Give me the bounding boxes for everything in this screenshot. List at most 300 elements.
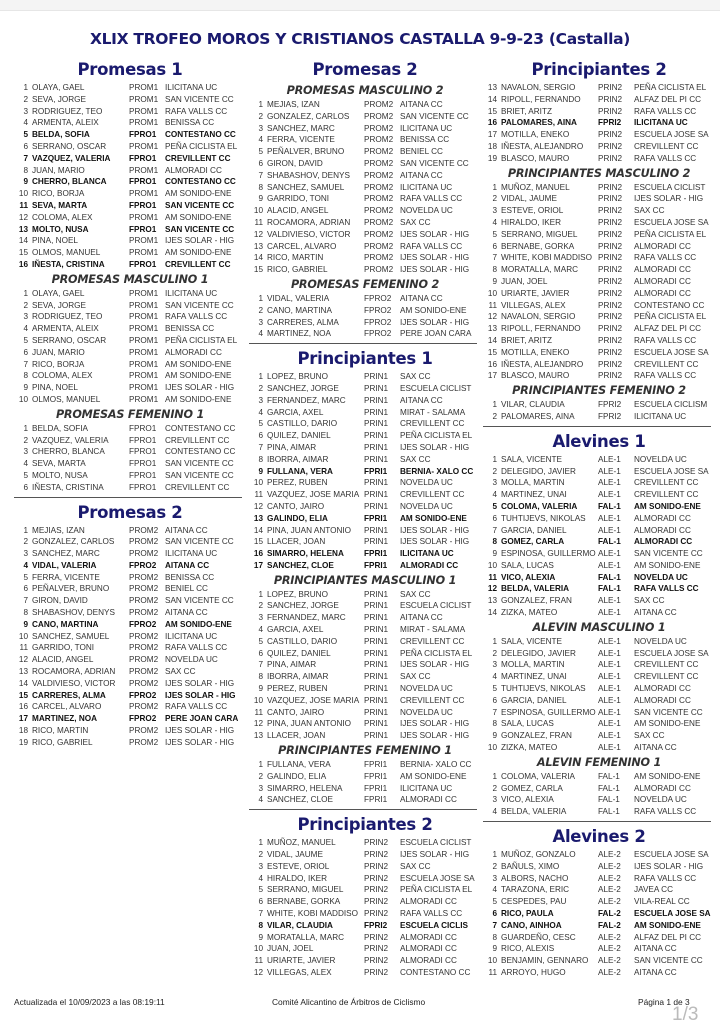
club-name: IJES SOLAR - HIG bbox=[634, 194, 704, 204]
position: 2 bbox=[23, 94, 28, 104]
rider-name: SANCHEZ, MARC bbox=[32, 549, 100, 559]
rider-name: MARTINEZ, UNAI bbox=[501, 490, 567, 500]
rider-name: SALA, VICENTE bbox=[501, 636, 562, 646]
result-row bbox=[249, 896, 481, 908]
club-name: IJES SOLAR - HIG bbox=[634, 861, 704, 871]
category-code: PRIN2 bbox=[364, 956, 389, 966]
category-code: PROM2 bbox=[129, 667, 159, 677]
club-name: AM SONIDO-ENE bbox=[634, 560, 701, 570]
rider-name: BRIET, ARITZ bbox=[501, 106, 552, 116]
result-row bbox=[249, 771, 481, 783]
club-name: RAFA VALLS CC bbox=[165, 643, 228, 653]
rider-name: GARCIA, DANIEL bbox=[501, 525, 567, 535]
rider-name: ESTEVE, ORIOL bbox=[267, 861, 330, 871]
club-name: CREVILLENT CC bbox=[634, 672, 699, 682]
position: 1 bbox=[258, 589, 263, 599]
rider-name: LOPEZ, BRUNO bbox=[267, 589, 328, 599]
club-name: AM SONIDO-ENE bbox=[165, 189, 232, 199]
position: 3 bbox=[258, 613, 263, 623]
club-name: CREVILLENT CC bbox=[634, 141, 699, 151]
rider-name: ESPINOSA, GUILLERMO bbox=[501, 707, 596, 717]
club-name: IJES SOLAR - HIG bbox=[400, 442, 470, 452]
result-row bbox=[14, 335, 246, 347]
category-code: FAL-1 bbox=[598, 807, 620, 817]
result-row bbox=[14, 548, 246, 560]
club-name: IJES SOLAR - HIG bbox=[400, 525, 470, 535]
rider-name: BELDA, SOFIA bbox=[32, 423, 88, 433]
position: 10 bbox=[487, 560, 497, 570]
category-code: PROM2 bbox=[364, 206, 394, 216]
rider-name: VILLEGAS, ALEX bbox=[501, 300, 566, 310]
result-row bbox=[483, 347, 715, 359]
result-row bbox=[483, 607, 715, 619]
club-name: ESCUELA JOSE SA bbox=[634, 130, 709, 140]
position: 4 bbox=[23, 118, 28, 128]
result-row bbox=[249, 501, 481, 513]
position: 3 bbox=[258, 317, 263, 327]
rider-name: DELEGIDO, JAVIER bbox=[501, 648, 576, 658]
result-row bbox=[14, 458, 246, 470]
category-code: PROM2 bbox=[364, 100, 394, 109]
rider-name: JUAN, JOEL bbox=[267, 944, 314, 954]
position: 8 bbox=[23, 608, 28, 618]
rider-name: RODRIGUEZ, TEO bbox=[32, 312, 103, 322]
club-name: ESCUELA CICLIST bbox=[634, 182, 706, 192]
rider-name: IBORRA, AIMAR bbox=[267, 672, 329, 682]
position: 10 bbox=[253, 478, 263, 488]
club-name: NOVELDA UC bbox=[400, 478, 453, 488]
position: 8 bbox=[258, 182, 263, 192]
position: 4 bbox=[258, 135, 263, 145]
category-code: FPRO2 bbox=[129, 560, 157, 570]
rider-name: VAZQUEZ, VALERIA bbox=[32, 435, 109, 445]
category-code: ALE-2 bbox=[598, 873, 621, 883]
category-code: PRIN1 bbox=[364, 695, 389, 705]
position: 6 bbox=[23, 482, 28, 492]
club-name: ESCUELA JOSE SA bbox=[634, 909, 711, 919]
results-list bbox=[14, 423, 246, 494]
rider-name: SERRANO, OSCAR bbox=[32, 335, 107, 345]
position: 9 bbox=[23, 619, 28, 629]
position: 15 bbox=[253, 265, 263, 275]
category-code: PRIN1 bbox=[364, 372, 389, 382]
position: 9 bbox=[23, 177, 28, 187]
club-name: ALMORADI CC bbox=[634, 265, 691, 275]
result-row bbox=[483, 513, 715, 525]
result-row bbox=[249, 158, 481, 170]
category-code: PRIN1 bbox=[364, 419, 389, 429]
result-row bbox=[14, 482, 246, 494]
results-list bbox=[483, 182, 715, 383]
rider-name: MORATALLA, MARC bbox=[267, 932, 345, 942]
category-code: FPRO2 bbox=[129, 690, 157, 700]
category-code: PRIN1 bbox=[364, 525, 389, 535]
category-code: PRIN2 bbox=[364, 968, 389, 977]
rider-name: BENJAMIN, GENNARO bbox=[501, 956, 589, 966]
position: 16 bbox=[253, 549, 263, 559]
club-name: SAN VICENTE CC bbox=[165, 459, 234, 469]
result-row bbox=[249, 430, 481, 442]
rider-name: OLMOS, MANUEL bbox=[32, 394, 101, 404]
result-row bbox=[249, 383, 481, 395]
category-code: PRIN1 bbox=[364, 719, 389, 729]
club-name: AITANA CC bbox=[400, 100, 443, 109]
position: 14 bbox=[253, 525, 263, 535]
position: 1 bbox=[23, 288, 28, 298]
position: 4 bbox=[492, 885, 497, 895]
position: 11 bbox=[19, 643, 28, 653]
club-name: PEÑA CICLISTA EL bbox=[634, 312, 707, 322]
club-name: SAX CC bbox=[400, 372, 431, 382]
result-row bbox=[483, 920, 715, 932]
club-name: SAX CC bbox=[634, 206, 665, 216]
rider-name: SEVA, JORGE bbox=[32, 300, 86, 310]
club-name: AITANA CC bbox=[400, 613, 443, 623]
result-row bbox=[483, 583, 715, 595]
club-name: CREVILLENT CC bbox=[634, 660, 699, 670]
category-code: FPRO1 bbox=[129, 470, 157, 480]
result-row bbox=[483, 205, 715, 217]
club-name: IJES SOLAR - HIG bbox=[400, 253, 470, 263]
rider-name: FULLANA, VERA bbox=[267, 466, 333, 476]
category-code: ALE-1 bbox=[598, 596, 621, 606]
rider-name: BAÑULS, XIMO bbox=[501, 861, 560, 871]
position: 12 bbox=[18, 655, 28, 665]
category-code: FPRO1 bbox=[129, 482, 157, 492]
club-name: SAX CC bbox=[400, 861, 431, 871]
position: 6 bbox=[258, 897, 263, 907]
position: 1 bbox=[258, 760, 263, 770]
position: 15 bbox=[253, 537, 263, 547]
result-row bbox=[483, 477, 715, 489]
rider-name: OLMOS, MANUEL bbox=[32, 248, 101, 258]
club-name: SAN VICENTE CC bbox=[634, 549, 703, 559]
rider-name: VALDIVIESO, VICTOR bbox=[32, 678, 116, 688]
club-name: SAX CC bbox=[400, 454, 431, 464]
result-row bbox=[249, 600, 481, 612]
result-row bbox=[483, 241, 715, 253]
results-list bbox=[249, 837, 481, 979]
result-row bbox=[483, 106, 715, 118]
position: 19 bbox=[487, 153, 497, 163]
rider-name: IÑESTA, ALEJANDRO bbox=[501, 141, 584, 151]
result-row bbox=[14, 666, 246, 678]
rider-name: RICO, BORJA bbox=[32, 189, 85, 199]
rider-name: COLOMA, ALEX bbox=[32, 212, 93, 222]
rider-name: GIRON, DAVID bbox=[267, 158, 323, 168]
position: 14 bbox=[253, 253, 263, 263]
position: 2 bbox=[258, 383, 263, 393]
rider-name: GONZALEZ, FRAN bbox=[501, 596, 572, 606]
category-code: ALE-1 bbox=[598, 525, 621, 535]
position: 11 bbox=[19, 200, 28, 210]
result-row bbox=[14, 713, 246, 725]
category-code: PROM1 bbox=[129, 83, 159, 92]
club-name: ALMORADI CC bbox=[400, 560, 459, 570]
rider-name: VIDAL, VALERIA bbox=[32, 560, 97, 570]
category-code: ALE-1 bbox=[598, 513, 621, 523]
position: 9 bbox=[258, 466, 263, 476]
rider-name: PINA, AIMAR bbox=[267, 442, 317, 452]
category-code: PRIN2 bbox=[598, 253, 623, 263]
category-code: PROM2 bbox=[129, 702, 159, 712]
rider-name: RICO, MARTIN bbox=[32, 726, 89, 736]
category-code: ALE-1 bbox=[598, 684, 621, 694]
club-name: CREVILLENT CC bbox=[400, 419, 465, 429]
rider-name: FERRA, VICENTE bbox=[32, 572, 100, 582]
rider-name: ESPINOSA, GUILLERMO bbox=[501, 549, 596, 559]
rider-name: SHABASHOV, DENYS bbox=[267, 170, 350, 180]
category-code: PRIN1 bbox=[364, 684, 389, 694]
category-code: FPRO2 bbox=[129, 619, 157, 629]
club-name: RAFA VALLS CC bbox=[165, 106, 228, 116]
category-code: PROM2 bbox=[129, 608, 159, 618]
club-name: PERE JOAN CARA bbox=[400, 329, 472, 339]
position: 4 bbox=[258, 329, 263, 339]
club-name: ALMORADI CC bbox=[634, 695, 691, 705]
club-name: CREVILLENT CC bbox=[400, 490, 465, 500]
position: 5 bbox=[492, 501, 497, 511]
club-name: CONTESTANO CC bbox=[165, 423, 236, 433]
rider-name: SALA, LUCAS bbox=[501, 719, 554, 729]
result-row bbox=[483, 955, 715, 967]
rider-name: SALA, LUCAS bbox=[501, 560, 554, 570]
result-row bbox=[483, 117, 715, 129]
result-row bbox=[483, 82, 715, 94]
position: 11 bbox=[254, 956, 263, 966]
result-row bbox=[483, 288, 715, 300]
rider-name: RICO, PAULA bbox=[501, 909, 554, 919]
rider-name: VILAR, CLAUDIA bbox=[267, 920, 333, 930]
result-row bbox=[483, 193, 715, 205]
result-row bbox=[249, 317, 481, 329]
result-row bbox=[14, 423, 246, 435]
result-row bbox=[483, 636, 715, 648]
rider-name: BELDA, VALERIA bbox=[501, 584, 570, 594]
rider-name: BELDA, SOFIA bbox=[32, 130, 90, 140]
club-name: ILICITANA UC bbox=[400, 783, 453, 793]
category-code: FAL-1 bbox=[598, 501, 621, 511]
position: 6 bbox=[23, 141, 28, 151]
result-row bbox=[483, 718, 715, 730]
category-code: FPRI1 bbox=[364, 760, 388, 770]
rider-name: VAZQUEZ, JOSE MARIA bbox=[267, 695, 360, 705]
result-row bbox=[483, 671, 715, 683]
position: 7 bbox=[258, 170, 263, 180]
result-row bbox=[249, 395, 481, 407]
position: 10 bbox=[253, 695, 263, 705]
result-row bbox=[249, 466, 481, 478]
position: 12 bbox=[253, 229, 263, 239]
result-row bbox=[249, 671, 481, 683]
club-name: ALFAZ DEL PI CC bbox=[634, 324, 702, 334]
rider-name: MOTILLA, ENEKO bbox=[501, 130, 570, 140]
club-name: SAN VICENTE CC bbox=[165, 596, 234, 606]
club-name: AM SONIDO-ENE bbox=[165, 359, 232, 369]
rider-name: MARTINEZ, NOA bbox=[32, 714, 98, 724]
category-code: PROM1 bbox=[129, 383, 159, 393]
position: 6 bbox=[23, 347, 28, 357]
rider-name: VAZQUEZ, JOSE MARIA bbox=[267, 490, 360, 500]
position: 3 bbox=[23, 447, 28, 457]
club-name: AITANA CC bbox=[634, 743, 677, 753]
rider-name: VILLEGAS, ALEX bbox=[267, 968, 332, 977]
results-list bbox=[14, 288, 246, 406]
result-row bbox=[483, 849, 715, 861]
category-code: PRIN2 bbox=[598, 94, 623, 104]
category-code: PROM2 bbox=[364, 135, 394, 145]
result-row bbox=[483, 323, 715, 335]
result-row bbox=[249, 328, 481, 340]
category-code: PRIN1 bbox=[364, 490, 389, 500]
position: 11 bbox=[488, 968, 497, 977]
club-name: BENISSA CC bbox=[165, 572, 215, 582]
category-code: FPRO1 bbox=[129, 200, 157, 210]
position: 5 bbox=[23, 470, 28, 480]
category-code: PROM2 bbox=[364, 170, 394, 180]
rider-name: MARTINEZ, UNAI bbox=[501, 672, 567, 682]
result-row bbox=[249, 305, 481, 317]
category-code: FPRI1 bbox=[364, 549, 388, 559]
result-row bbox=[483, 771, 715, 783]
rider-name: BERNABE, GORKA bbox=[267, 897, 341, 907]
result-row bbox=[483, 572, 715, 584]
result-row bbox=[14, 725, 246, 737]
position: 8 bbox=[492, 265, 497, 275]
category-code: ALE-1 bbox=[598, 549, 621, 559]
category-heading: Alevines 2 bbox=[552, 827, 646, 847]
result-row bbox=[483, 967, 715, 979]
category-code: PRIN2 bbox=[598, 241, 623, 251]
category-code: PROM1 bbox=[129, 165, 159, 175]
category-code: PROM1 bbox=[129, 335, 159, 345]
position: 5 bbox=[258, 419, 263, 429]
category-code: PRIN1 bbox=[364, 613, 389, 623]
position: 13 bbox=[487, 596, 497, 606]
rider-name: CANTO, JAIRO bbox=[267, 707, 325, 717]
category-code: PROM1 bbox=[129, 288, 159, 298]
category-code: ALE-2 bbox=[598, 932, 621, 942]
category-code: PROM2 bbox=[129, 643, 159, 653]
position: 1 bbox=[492, 771, 497, 781]
result-row bbox=[14, 470, 246, 482]
club-name: RAFA VALLS CC bbox=[400, 909, 463, 919]
result-row bbox=[483, 501, 715, 513]
result-row bbox=[483, 229, 715, 241]
position: 9 bbox=[258, 932, 263, 942]
position: 3 bbox=[492, 795, 497, 805]
result-row bbox=[483, 742, 715, 754]
club-name: VILA-REAL CC bbox=[634, 897, 690, 907]
result-row bbox=[249, 264, 481, 276]
rider-name: BERNABE, GORKA bbox=[501, 241, 575, 251]
result-row bbox=[483, 276, 715, 288]
rider-name: MOTILLA, ENEKO bbox=[501, 347, 570, 357]
category-code: PROM1 bbox=[129, 371, 159, 381]
result-row bbox=[14, 572, 246, 584]
rider-name: MORATALLA, MARC bbox=[501, 265, 579, 275]
result-row bbox=[249, 477, 481, 489]
category-code: PROM1 bbox=[129, 236, 159, 246]
result-row bbox=[249, 99, 481, 111]
category-code: PROM1 bbox=[129, 212, 159, 222]
club-name: AITANA CC bbox=[165, 608, 208, 618]
club-name: CONTESTANO CC bbox=[400, 968, 471, 977]
result-row bbox=[249, 205, 481, 217]
club-name: CREVILLENT CC bbox=[634, 478, 699, 488]
result-row bbox=[249, 170, 481, 182]
position: 1 bbox=[258, 293, 263, 303]
position: 2 bbox=[492, 783, 497, 793]
position: 15 bbox=[18, 690, 28, 700]
club-name: RAFA VALLS CC bbox=[165, 312, 228, 322]
club-name: IJES SOLAR - HIG bbox=[165, 726, 235, 736]
category-code: ALE-2 bbox=[598, 956, 621, 966]
position: 2 bbox=[492, 411, 497, 421]
result-row bbox=[14, 347, 246, 359]
result-row bbox=[14, 701, 246, 713]
position: 17 bbox=[18, 714, 28, 724]
club-name: AITANA CC bbox=[400, 170, 443, 180]
rider-name: CARRERES, ALMA bbox=[32, 690, 106, 700]
category-code: FPRI1 bbox=[364, 771, 388, 781]
rider-name: GARRIDO, TONI bbox=[267, 194, 330, 204]
position: 14 bbox=[487, 335, 497, 345]
club-name: ESCUELA JOSE SA bbox=[634, 850, 709, 860]
category-code: PROM1 bbox=[129, 248, 159, 258]
rider-name: VIDAL, JAUME bbox=[501, 194, 557, 204]
club-name: ILICITANA UC bbox=[634, 411, 687, 421]
result-row bbox=[483, 454, 715, 466]
club-name: RAFA VALLS CC bbox=[634, 873, 697, 883]
club-name: IJES SOLAR - HIG bbox=[165, 737, 235, 747]
result-row bbox=[483, 264, 715, 276]
category-code: PROM1 bbox=[129, 394, 159, 404]
result-row bbox=[14, 106, 246, 118]
rider-name: VIDAL, VALERIA bbox=[267, 293, 330, 303]
result-row bbox=[249, 536, 481, 548]
position: 4 bbox=[23, 324, 28, 334]
result-row bbox=[249, 837, 481, 849]
rider-name: SEVA, MARTA bbox=[32, 200, 88, 210]
rider-name: GARRIDO, TONI bbox=[32, 643, 95, 653]
result-row bbox=[483, 182, 715, 194]
category-code: PROM1 bbox=[129, 94, 159, 104]
rider-name: LOPEZ, BRUNO bbox=[267, 372, 328, 382]
position: 9 bbox=[492, 276, 497, 286]
category-code: PRIN2 bbox=[598, 359, 623, 369]
position: 10 bbox=[487, 743, 497, 753]
club-name: ALMORADI CC bbox=[400, 932, 457, 942]
category-code: FPRO2 bbox=[129, 714, 157, 724]
club-name: PEÑA CICLISTA EL bbox=[165, 335, 238, 345]
club-name: ALMORADI CC bbox=[634, 513, 691, 523]
result-row bbox=[249, 624, 481, 636]
position: 14 bbox=[487, 608, 497, 618]
section-divider bbox=[483, 821, 711, 822]
rider-name: SERRANO, MIGUEL bbox=[501, 229, 578, 239]
category-code: FPRO2 bbox=[364, 293, 392, 303]
result-row bbox=[483, 943, 715, 955]
club-name: PERE JOAN CARA bbox=[165, 714, 239, 724]
position: 17 bbox=[253, 560, 263, 570]
club-name: AM SONIDO-ENE bbox=[165, 371, 232, 381]
rider-name: VICO, ALEXIA bbox=[501, 572, 556, 582]
club-name: IJES SOLAR - HIG bbox=[400, 229, 470, 239]
club-name: ALMORADI CC bbox=[400, 944, 457, 954]
rider-name: SANCHEZ, MARC bbox=[267, 123, 335, 133]
result-row bbox=[483, 595, 715, 607]
